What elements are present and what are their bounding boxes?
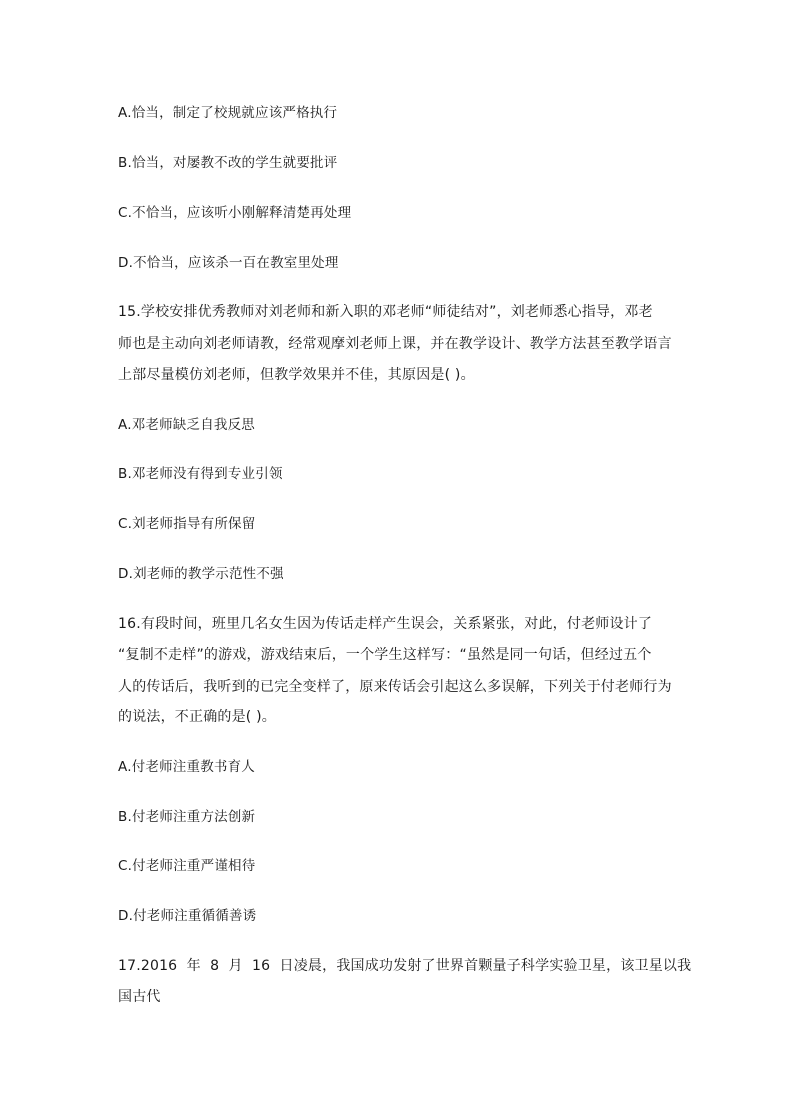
q16-option-a: A.付老师注重教书育人 (118, 759, 255, 775)
q16-option-c: C.付老师注重严谨相待 (118, 858, 256, 874)
q16-option-d: D.付老师注重循循善诱 (118, 908, 257, 924)
q15-stem-line-1: 15.学校安排优秀教师对刘老师和新入职的邓老师“师徒结对”，刘老师悉心指导，邓老 (118, 304, 653, 320)
q15-option-c: C.刘老师指导有所保留 (118, 516, 256, 532)
q15-option-d: D.刘老师的教学示范性不强 (118, 566, 284, 582)
q16-stem-line-3: 人的传话后，我听到的已完全变样了，原来传话会引起这么多误解，下列关于付老师行为 (118, 679, 672, 695)
q16-option-b: B.付老师注重方法创新 (118, 809, 256, 825)
q16-stem-line-1: 16.有段时间，班里几名女生因为传话走样产生误会，关系紧张，对此，付老师设计了 (118, 616, 653, 632)
q17-stem-line-2: 国古代 (118, 989, 161, 1005)
q15-option-b: B.邓老师没有得到专业引领 (118, 466, 283, 482)
q16-stem-line-2: “复制不走样”的游戏，游戏结束后，一个学生这样写：“虽然是同一句话，但经过五个 (118, 647, 652, 663)
q15-stem-line-3: 上部尽量模仿刘老师，但教学效果并不佳，其原因是( )。 (118, 367, 475, 383)
q14-option-b: B.恰当，对屡教不改的学生就要批评 (118, 155, 338, 171)
q17-stem-line-1: 17.2016 年 8 月 16 日凌晨，我国成功发射了世界首颗量子科学实验卫星，该卫星以我 (118, 958, 692, 974)
q16-stem-line-4: 的说法，不正确的是( )。 (118, 709, 276, 725)
q14-option-c: C.不恰当，应该听小刚解释清楚再处理 (118, 205, 352, 221)
q14-option-d: D.不恰当，应该杀一百在教室里处理 (118, 255, 339, 271)
q15-stem-line-2: 师也是主动向刘老师请教，经常观摩刘老师上课，并在教学设计、教学方法甚至教学语言 (118, 336, 672, 352)
q14-option-a: A.恰当，制定了校规就应该严格执行 (118, 105, 338, 121)
q15-option-a: A.邓老师缺乏自我反思 (118, 417, 255, 433)
